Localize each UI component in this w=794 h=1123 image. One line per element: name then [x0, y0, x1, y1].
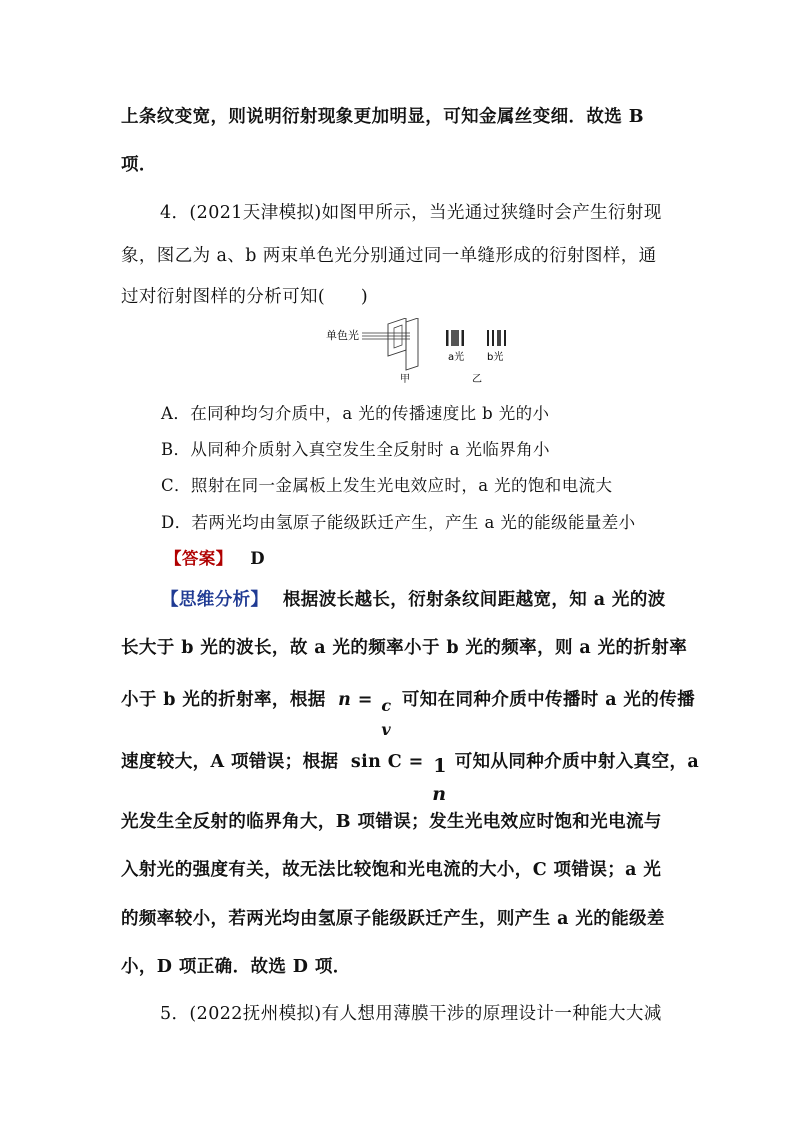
analysis-line-4 [121, 748, 700, 805]
option-a: A．在同种均匀介质中，a 光的传播速度比 b 光的小 [161, 404, 550, 423]
b-fringe [504, 330, 506, 346]
b-fringe-central [497, 330, 501, 346]
answer-value: D [250, 549, 265, 568]
analysis-text-4b: 可知从同种介质中射入真空，a [454, 752, 700, 772]
a-fringe-central [451, 330, 459, 346]
formula-one: 1 [433, 755, 447, 777]
a-fringe [462, 330, 465, 346]
light-label: 单色光 [326, 329, 359, 342]
option-c: C．照射在同一金属板上发生光电效应时，a 光的饱和电流大 [161, 476, 613, 495]
analysis-line-1 [161, 586, 666, 611]
b-fringe [487, 330, 489, 346]
screen [406, 318, 418, 370]
formula-sin-c: sin C = [350, 752, 424, 772]
diffraction-figure-svg [320, 318, 520, 390]
analysis-line-5: 光发生全反射的临界角大，B 项错误；发生光电效应时饱和光电流与 [121, 812, 662, 832]
label-jia: 甲 [400, 374, 410, 385]
slit [394, 325, 402, 348]
a-light-label: a光 [448, 352, 465, 363]
b-fringe [492, 330, 494, 346]
prev-answer-line-2: 项． [121, 155, 157, 175]
question-5-line-1: 5．(2022抚州模拟)有人想用薄膜干涉的原理设计一种能大大减 [160, 1004, 662, 1024]
analysis-line-7: 的频率较小，若两光均由氢原子能级跃迁产生，则产生 a 光的能级差 [121, 909, 665, 929]
formula-c: c [381, 696, 392, 715]
formula-v: v [381, 720, 392, 739]
analysis-line-6: 入射光的强度有关，故无法比较饱和光电流的大小，C 项错误；a 光 [121, 860, 662, 880]
analysis-line-8: 小，D 项正确．故选 D 项． [121, 957, 351, 977]
analysis-line-3 [121, 686, 696, 739]
answer-tag: 【答案】 [165, 549, 233, 568]
question-4-line-1: 4．(2021天津模拟)如图甲所示，当光通过狭缝时会产生衍射现 [160, 203, 662, 223]
question-4-line-3: 过对衍射图样的分析可知( ) [121, 287, 369, 307]
option-b: B．从同种介质射入真空发生全反射时 a 光临界角小 [161, 440, 550, 459]
analysis-text-4a: 速度较大，A 项错误；根据 [121, 752, 339, 772]
prev-answer-line-1: 上条纹变宽，则说明衍射现象更加明显，可知金属丝变细．故选 B [121, 107, 644, 127]
analysis-text-3a: 小于 b 光的折射率，根据 [121, 690, 326, 710]
analysis-text-1: 根据波长越长，衍射条纹间距越宽，知 a 光的波 [282, 590, 666, 610]
a-fringe [446, 330, 449, 346]
analysis-tag: 【思维分析】 [161, 590, 269, 610]
label-yi: 乙 [472, 374, 482, 385]
question-4-line-2: 象，图乙为 a、b 两束单色光分别通过同一单缝形成的衍射图样，通 [121, 246, 657, 266]
answer-row [165, 545, 265, 569]
diffraction-figure [320, 318, 520, 390]
formula-n: n [432, 783, 447, 805]
formula-n-eq: n = [338, 690, 373, 710]
option-d: D．若两光均由氢原子能级跃迁产生，产生 a 光的能级能量差小 [161, 513, 636, 532]
slit-plate [388, 318, 406, 356]
analysis-text-3b: 可知在同种介质中传播时 a 光的传播 [401, 690, 696, 710]
b-light-label: b光 [487, 352, 504, 363]
analysis-line-2: 长大于 b 光的波长，故 a 光的频率小于 b 光的频率，则 a 光的折射率 [121, 638, 688, 658]
